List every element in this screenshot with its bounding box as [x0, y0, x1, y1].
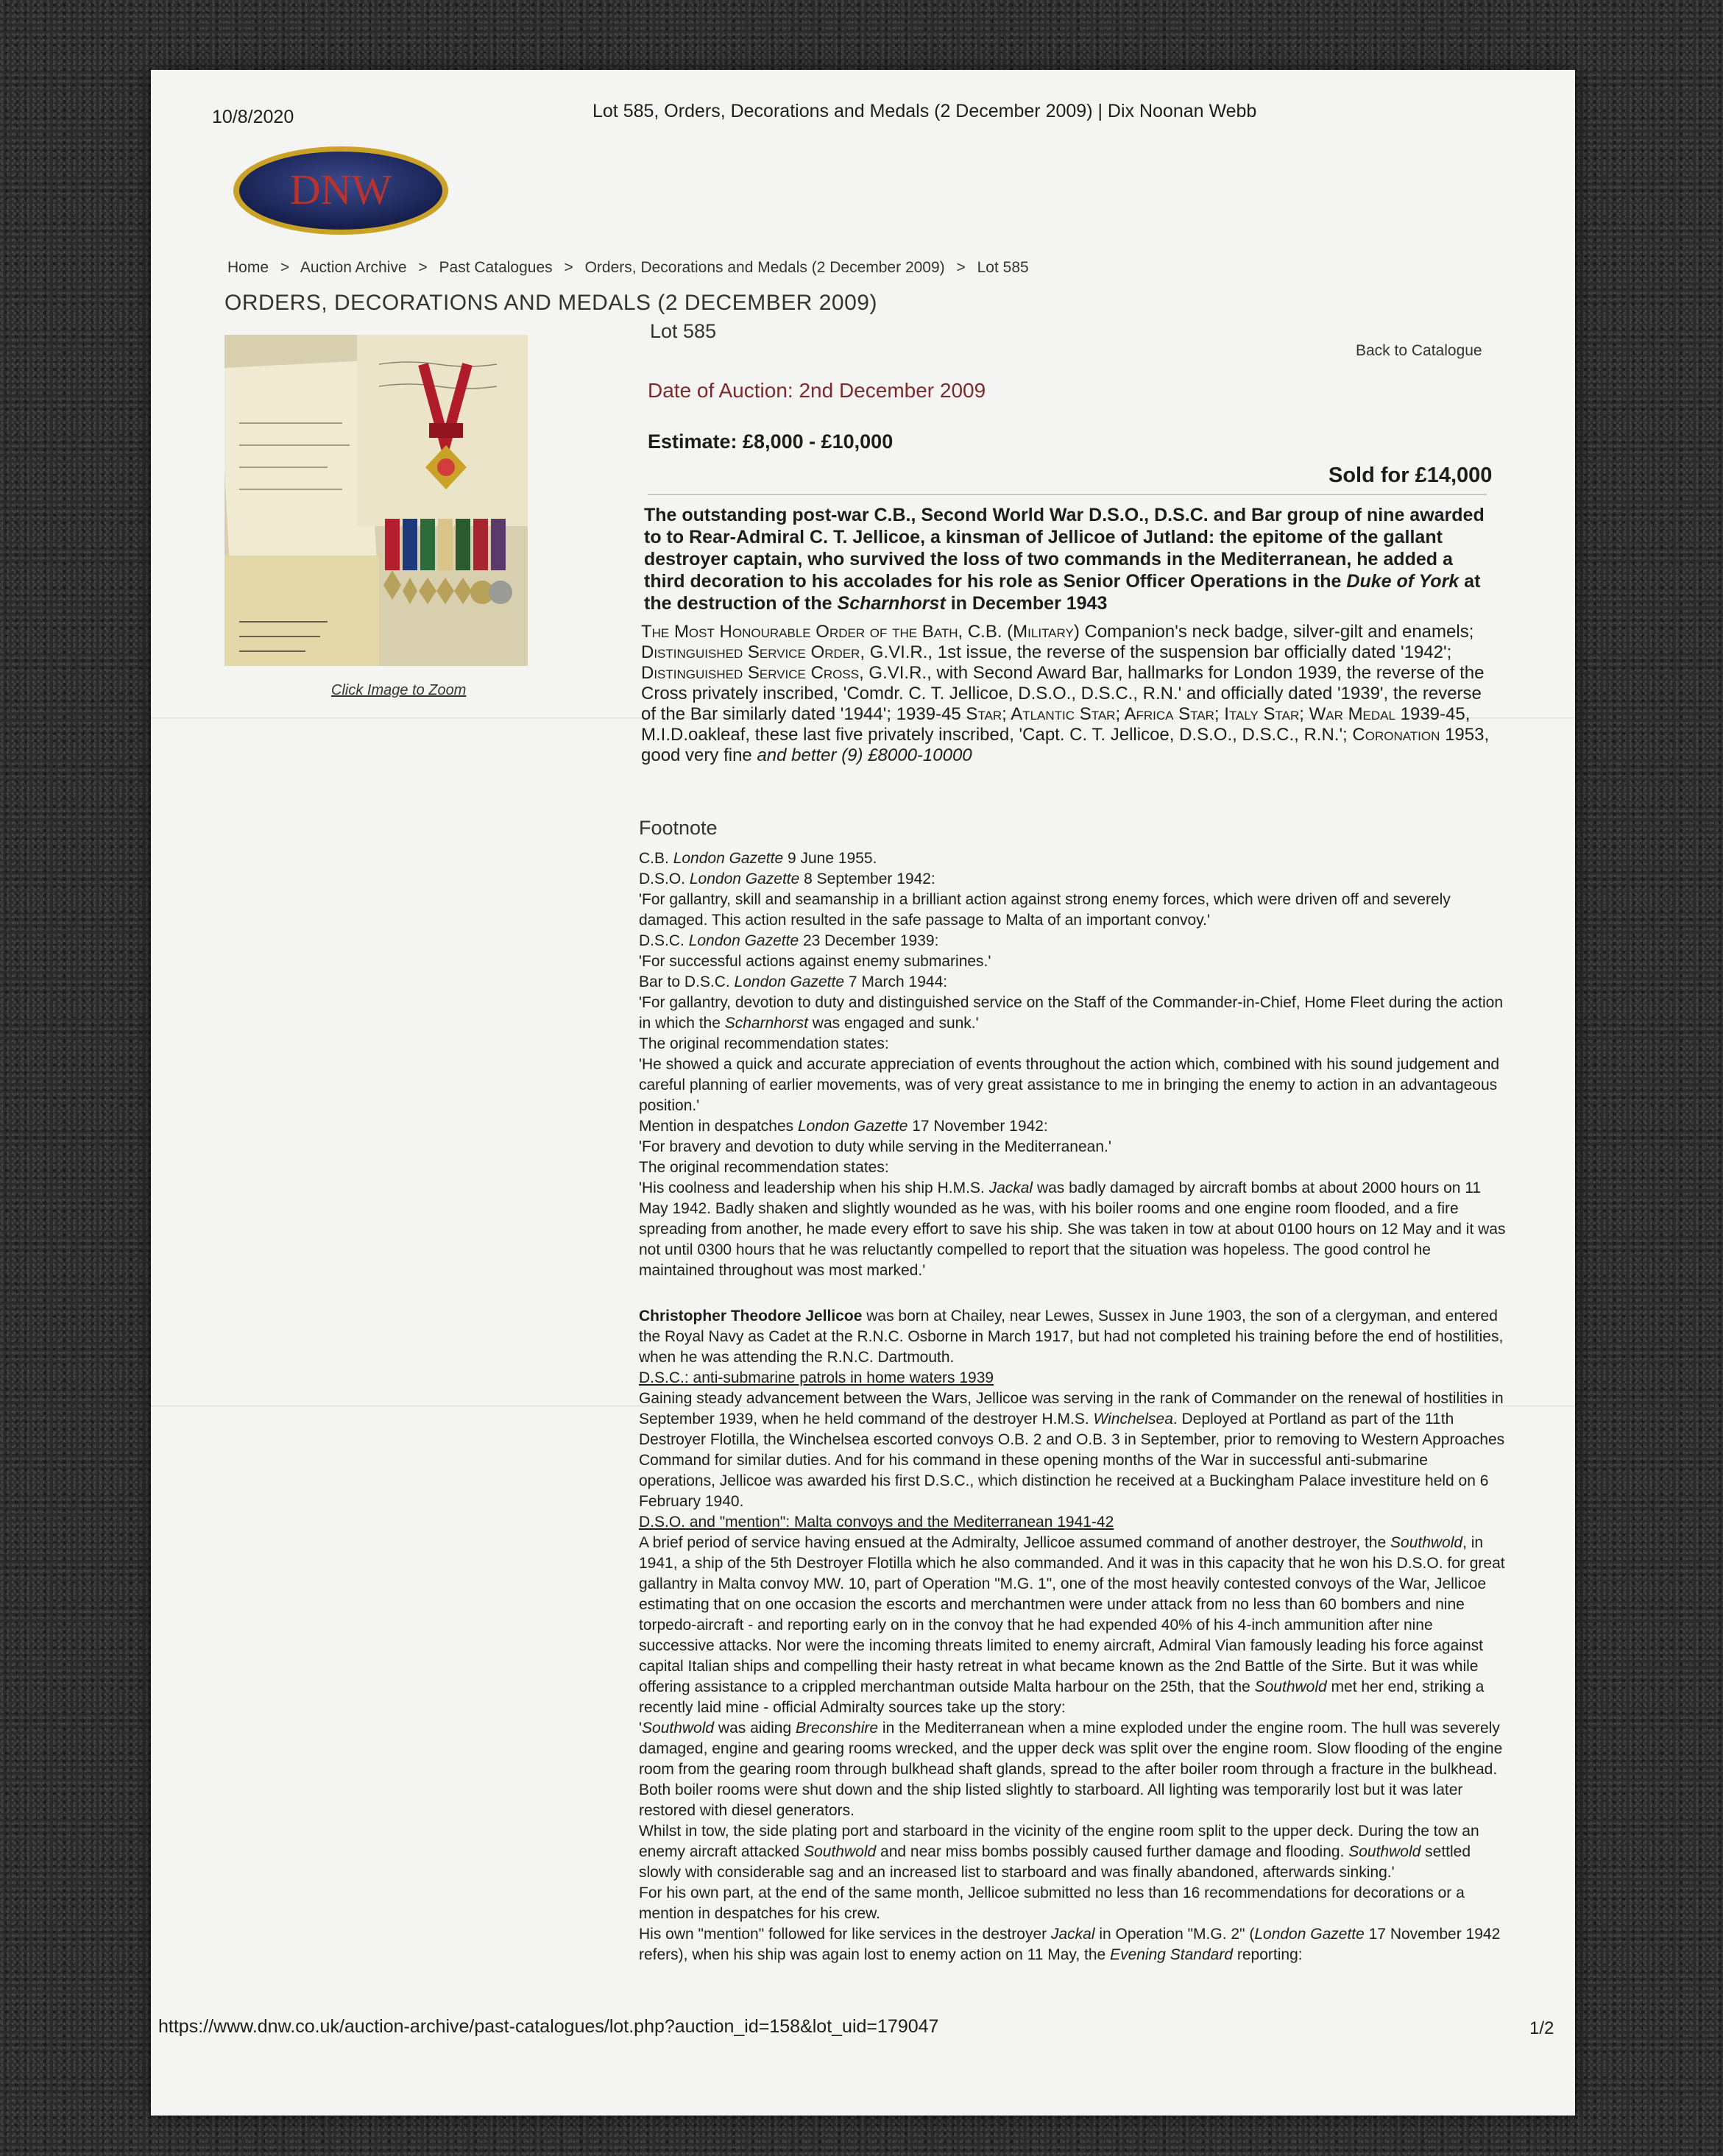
print-page-number: 1/2 [1529, 2018, 1554, 2038]
footnote-line: 'He showed a quick and accurate appreciation of events throughout the action which, combined with his sound judgement and careful planning of earlier movements, was of very great assistance to me in bringing the enemy to action in an advantageous position.' [639, 1056, 1500, 1114]
lot-image[interactable] [224, 335, 528, 666]
section-title: ORDERS, DECORATIONS AND MEDALS (2 DECEMBER 2009) [224, 291, 877, 315]
printed-page [151, 70, 1575, 2116]
footnote-line: 'For bravery and devotion to duty while serving in the Mediterranean.' [639, 1138, 1111, 1155]
logo-text: DNW [289, 166, 392, 213]
footnote-line: Bar to D.S.C. London Gazette 7 March 1944: [639, 974, 948, 990]
breadcrumb-past-catalogues[interactable]: Past Catalogues [439, 259, 553, 276]
breadcrumb-catalogue[interactable]: Orders, Decorations and Medals (2 December 2009) [584, 259, 945, 276]
footnote-line: D.S.O. London Gazette 8 September 1942: [639, 870, 935, 887]
estimate: Estimate: £8,000 - £10,000 [648, 430, 894, 453]
breadcrumb-auction-archive[interactable]: Auction Archive [300, 259, 407, 276]
footnote-line: D.S.C. London Gazette 23 December 1939: [639, 932, 939, 949]
bio-subheading: D.S.O. and "mention": Malta convoys and the Mediterranean 1941-42 [639, 1514, 1114, 1531]
bio-paragraph: Christopher Theodore Jellicoe was born at Chailey, near Lewes, Sussex in June 1903, the son of a clergyman, and entered the Royal Navy as Cadet at the R.N.C. Osborne in March 1917, but had not completed his training before the end of hostilities, when he was attending the R.N.C. Dartmouth. [639, 1308, 1504, 1366]
breadcrumb-lot: Lot 585 [977, 259, 1029, 276]
dnw-logo[interactable] [230, 143, 451, 238]
breadcrumb [227, 259, 1036, 277]
back-to-catalogue-link[interactable]: Back to Catalogue [1356, 342, 1482, 359]
footnote-heading: Footnote [639, 817, 718, 839]
bio-paragraph: 'Southwold was aiding Breconshire in the Mediterranean when a mine exploded under the engine room. The hull was severely damaged, engine and gearing rooms wrecked, and the upper deck was split over the engine room. Slow flooding of the engine room from the gearing room through bulkhead shaft glands, spread to the after boiler room through a fracture in the bulkhead. Both boiler rooms were shut down and the ship listed slightly to starboard. All lighting was temporarily lost but it was later restored with diesel generators. [639, 1720, 1503, 1819]
footnote-line: 'For gallantry, devotion to duty and distinguished service on the Staff of the Commander-in-Chief, Home Fleet during the action in which the Scharnhorst was engaged and sunk.' [639, 994, 1504, 1032]
print-page-title: Lot 585, Orders, Decorations and Medals (2 December 2009) | Dix Noonan Webb [592, 101, 1257, 121]
bio-paragraph: For his own part, at the end of the same month, Jellicoe submitted no less than 16 recommendations for decorations or a mention in despatches for his crew. [639, 1884, 1465, 1922]
lot-label: Lot 585 [650, 320, 717, 342]
footnote-line: 'His coolness and leadership when his ship H.M.S. Jackal was badly damaged by aircraft bombs at about 2000 hours on 11 May 1942. Badly shaken and slightly wounded as he was, with his boiler rooms and one engine room flooded, and a fire spreading from another, he made every effort to save his ship. She was taken in tow at about 0100 hours on 12 May and it was not until 0300 hours that he was reluctantly compelled to report that the situation was hopeless. The good control he maintained throughout was most marked.' [639, 1180, 1506, 1279]
sold-price: Sold for £14,000 [1328, 464, 1493, 487]
bio-paragraph: Gaining steady advancement between the Wars, Jellicoe was serving in the rank of Commander on the renewal of hostilities in September 1939, when he held command of the destroyer H.M.S. Winchelsea. Deployed at Portland as part of the 11th Destroyer Flotilla, the Winchelsea escorted convoys O.B. 2 and O.B. 3 in September, prior to removing to Western Approaches Command for similar duties. And for his command in these opening months of the War in successful anti-submarine operations, Jellicoe was awarded his first D.S.C., which distinction he received at a Buckingham Palace investiture held on 6 February 1940. [639, 1390, 1505, 1510]
print-footer-url: https://www.dnw.co.uk/auction-archive/past-catalogues/lot.php?auction_id=158&lot_uid=179047 [158, 2016, 939, 2037]
date-of-auction: Date of Auction: 2nd December 2009 [648, 379, 986, 402]
footnote-line: The original recommendation states: [639, 1159, 889, 1176]
footnote-line: 'For gallantry, skill and seamanship in a brilliant action against strong enemy forces, which were driven off and severely damaged. This action resulted in the safe passage to Malta of an important convoy.' [639, 891, 1451, 929]
footnote-body [639, 848, 1507, 1281]
footnote-line: C.B. London Gazette 9 June 1955. [639, 850, 877, 867]
breadcrumb-separator: > [564, 259, 573, 276]
breadcrumb-separator: > [956, 259, 966, 276]
breadcrumb-home[interactable]: Home [227, 259, 269, 276]
bio-paragraph: His own "mention" followed for like services in the destroyer Jackal in Operation "M.G. 2" (London Gazette 17 November 1942 refers), when his ship was again lost to enemy action on 11 May, the Evening Standard reporting: [639, 1926, 1501, 1963]
zoom-image-link[interactable]: Click Image to Zoom [331, 682, 467, 698]
breadcrumb-separator: > [418, 259, 428, 276]
footnote-line: 'For successful actions against enemy submarines.' [639, 953, 991, 970]
divider [648, 494, 1487, 495]
lot-description: The Most Honourable Order of the Bath, C.B. (Military) Companion's neck badge, silver-gilt and enamels; Distinguished Service Order, G.VI.R., 1st issue, the reverse of the suspension bar officially dated '1942'; Distinguished Service Cross, G.VI.R., with Second Award Bar, hallmarks for London 1939, the reverse of the Cross privately inscribed, 'Comdr. C. T. Jellicoe, D.S.O., D.S.C., R.N.' and officially dated '1939', the reverse of the Bar similarly dated '1944'; 1939-45 Star; Atlantic Star; Africa Star; Italy Star; War Medal 1939-45, M.I.D.oakleaf, these last five privately inscribed, 'Capt. C. T. Jellicoe, D.S.O., D.S.C., R.N.'; Coronation 1953, good very fine and better (9) £8000-10000 [641, 622, 1490, 765]
lot-summary: The outstanding post-war C.B., Second World War D.S.O., D.S.C. and Bar group of nine awarded to to Rear-Admiral C. T. Jellicoe, a kinsman of Jellicoe of Jutland: the epitome of the gallant destroyer captain, who survived the loss of two commands in the Mediterranean, he added a third decoration to his accolades for his role as Senior Officer Operations in the Duke of York at the destruction of the Scharnhorst in December 1943 [644, 505, 1485, 614]
print-date: 10/8/2020 [212, 107, 294, 127]
footnote-line: Mention in despatches London Gazette 17 November 1942: [639, 1118, 1048, 1135]
breadcrumb-separator: > [280, 259, 290, 276]
biography [639, 1306, 1507, 1965]
footnote-line: The original recommendation states: [639, 1035, 889, 1052]
bio-paragraph: Whilst in tow, the side plating port and starboard in the vicinity of the engine room split to the upper deck. During the tow an enemy aircraft attacked Southwold and near miss bombs possibly caused further damage and flooding. Southwold settled slowly with considerable sag and an increased list to starboard and was finally abandoned, afterwards sinking.' [639, 1823, 1479, 1881]
bio-subheading: D.S.C.: anti-submarine patrols in home waters 1939 [639, 1369, 994, 1386]
bio-paragraph: A brief period of service having ensued at the Admiralty, Jellicoe assumed command of another destroyer, the Southwold, in 1941, a ship of the 5th Destroyer Flotilla which he also commanded. And it was in this capacity that he won his D.S.O. for great gallantry in Malta convoy MW. 10, part of Operation "M.G. 1", one of the most heavily contested convoys of the War, Jellicoe estimating that on one occasion the escorts and merchantmen were under attack from no less than 60 bombers and nine torpedo-aircraft - and reporting early on in the convoy that he had expended 40% of his 4-inch ammunition after nine successive attacks. Nor were the incoming threats limited to enemy aircraft, Admiral Vian famously leading his force against capital Italian ships and compelling their hasty retreat in what became known as the 2nd Battle of the Sirte. But it was while offering assistance to a crippled merchantman outside Malta harbour on the 25th, that the Southwold met her end, striking a recently laid mine - official Admiralty sources take up the story: [639, 1534, 1505, 1716]
